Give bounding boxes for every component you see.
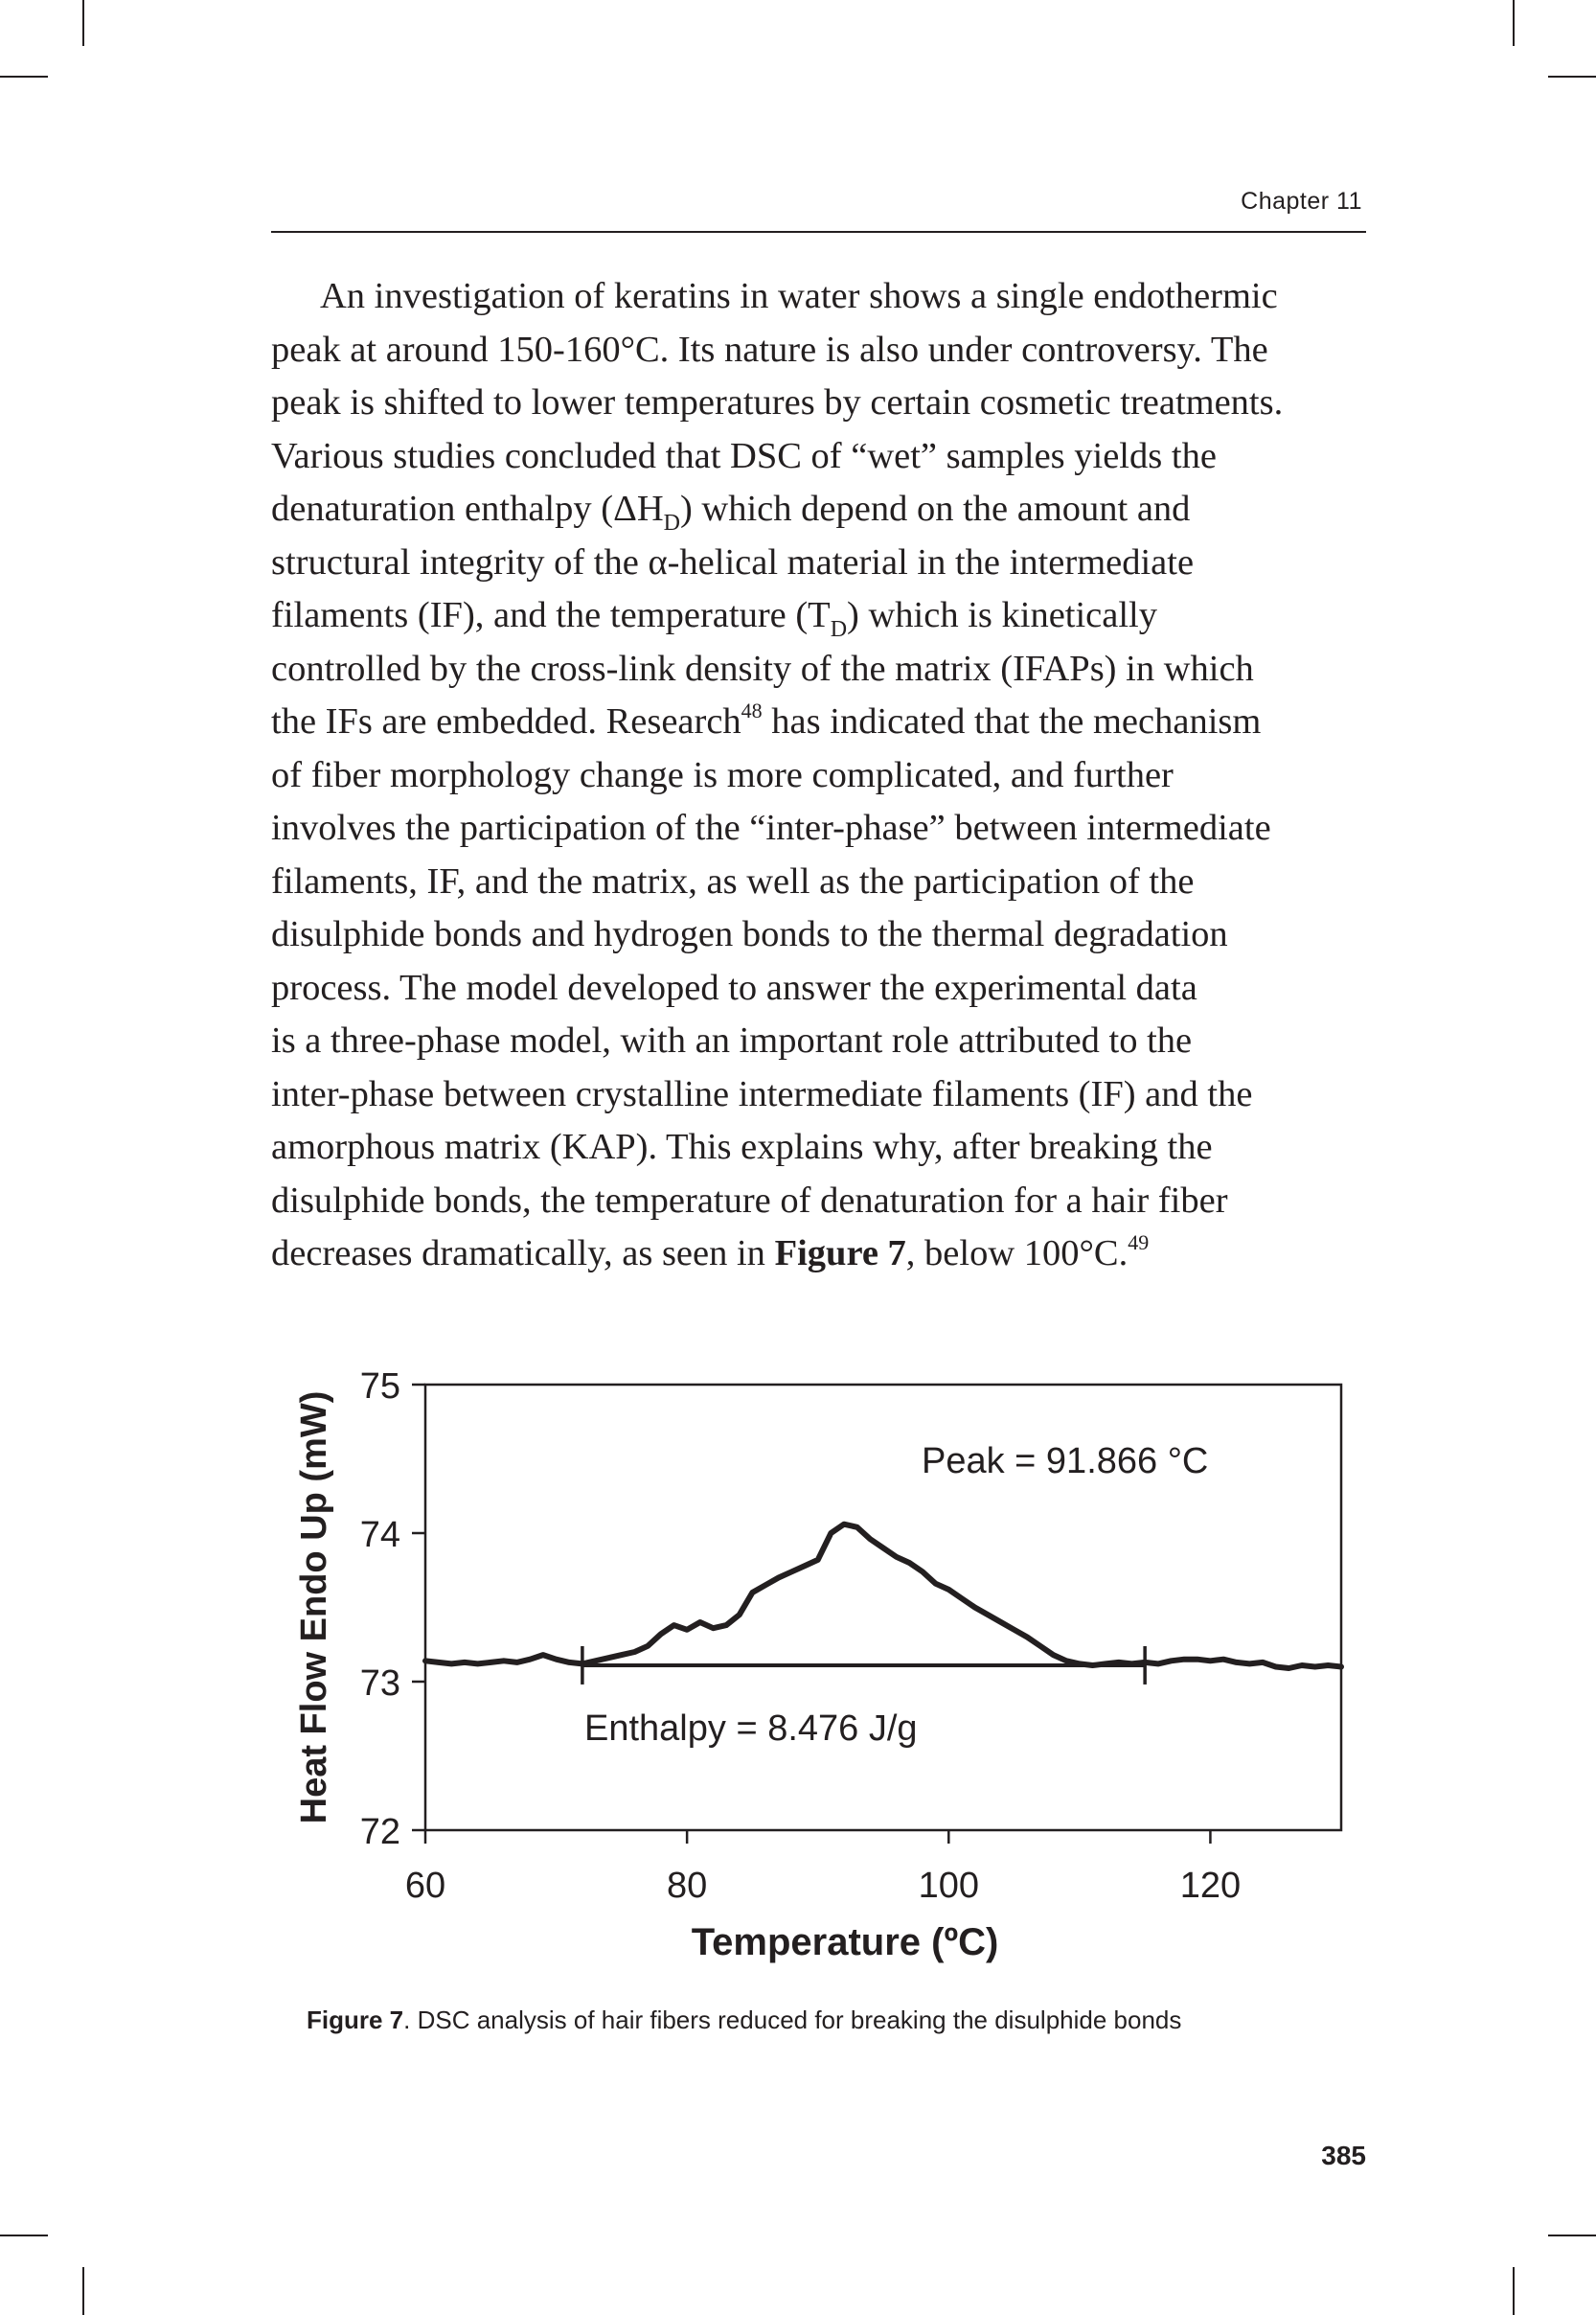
text-line: amorphous matrix (KAP). This explains why, after breaking the: [271, 1127, 1213, 1167]
crop-mark: [82, 0, 84, 46]
caption-text: . DSC analysis of hair fibers reduced for breaking the disulphide bonds: [403, 2006, 1182, 2034]
text-line: decreases dramatically, as seen in Figure 7, below 100°C.$^{49}$: [271, 1230, 1150, 1273]
text-line: disulphide bonds and hydrogen bonds to the thermal degradation: [271, 914, 1228, 954]
subscript: D: [830, 617, 848, 642]
chart-svg: [278, 1351, 1370, 2003]
y-axis-label: Heat Flow Endo Up (mW): [294, 1390, 334, 1824]
enthalpy-annotation: Enthalpy = 8.476 J/g: [584, 1708, 918, 1749]
y-tick-label: 72: [359, 1812, 400, 1852]
text-line: process. The model developed to answer the experimental data: [271, 967, 1197, 1008]
text-line: inter-phase between crystalline intermediate filaments (IF) and the: [271, 1073, 1253, 1114]
crop-mark: [1513, 0, 1515, 46]
text-line: filaments, IF, and the matrix, as well as the participation of the: [271, 860, 1195, 902]
x-tick-label: 100: [918, 1866, 979, 1906]
figure-reference: Figure 7: [774, 1233, 906, 1273]
caption-label: Figure 7: [307, 2006, 404, 2034]
crop-mark: [0, 76, 48, 78]
body-paragraph: [271, 270, 1366, 1281]
text-line: involves the participation of the “inter-phase” between intermediate: [271, 808, 1271, 848]
text-line: denaturation enthalpy $(\Delta H_D)$ which depend on the amount and: [271, 489, 1191, 536]
citation-49: 49: [1128, 1230, 1150, 1254]
text-line: structural integrity of the α-helical material in the intermediate: [271, 541, 1195, 583]
y-tick-label: 75: [359, 1366, 400, 1407]
text-line: peak is shifted to lower temperatures by certain cosmetic treatments.: [271, 382, 1284, 423]
subscript: D: [663, 511, 680, 536]
x-tick-label: 80: [667, 1866, 708, 1906]
text-line: controlled by the cross-link density of the matrix (IFAPs) in which: [271, 648, 1254, 689]
crop-mark: [1548, 2235, 1596, 2236]
text-line: of fiber morphology change is more complicated, and further: [271, 754, 1174, 795]
text-line: An investigation of keratins in water shows a single endothermic: [320, 276, 1278, 316]
text-line: is a three-phase model, with an important role attributed to the: [271, 1020, 1193, 1061]
figure-caption: [307, 2006, 1360, 2035]
crop-mark: [1548, 76, 1596, 78]
text-line: peak at around 150-160°C. Its nature is also under controversy. The: [271, 329, 1268, 370]
running-header: [271, 188, 1366, 233]
x-tick-label: 120: [1179, 1866, 1242, 1906]
x-tick-label: 60: [404, 1866, 446, 1906]
page-number: 385: [1321, 2141, 1366, 2170]
y-tick-label: 74: [359, 1515, 400, 1555]
y-tick-label: 73: [359, 1663, 400, 1704]
crop-mark: [82, 2267, 84, 2315]
crop-mark: [1513, 2267, 1515, 2315]
text-line: disulphide bonds, the temperature of denaturation for a hair fiber: [271, 1180, 1228, 1221]
dsc-curve: [425, 1524, 1341, 1668]
x-axis-label: Temperature (ºC): [691, 1921, 999, 1963]
text-line: filaments (IF), and the temperature $(T_D)$ which is kinetically: [271, 595, 1157, 642]
crop-mark: [0, 2235, 48, 2236]
citation-48: 48: [741, 699, 763, 722]
chapter-label: Chapter 11: [1241, 188, 1362, 215]
text-line: the IFs are embedded. Research$^{48}$ has indicated that the mechanism: [271, 699, 1262, 742]
dsc-chart: [278, 1351, 1370, 2003]
peak-annotation: Peak = 91.866 °C: [922, 1441, 1209, 1481]
text-line: Various studies concluded that DSC of “wet” samples yields the: [271, 435, 1217, 476]
